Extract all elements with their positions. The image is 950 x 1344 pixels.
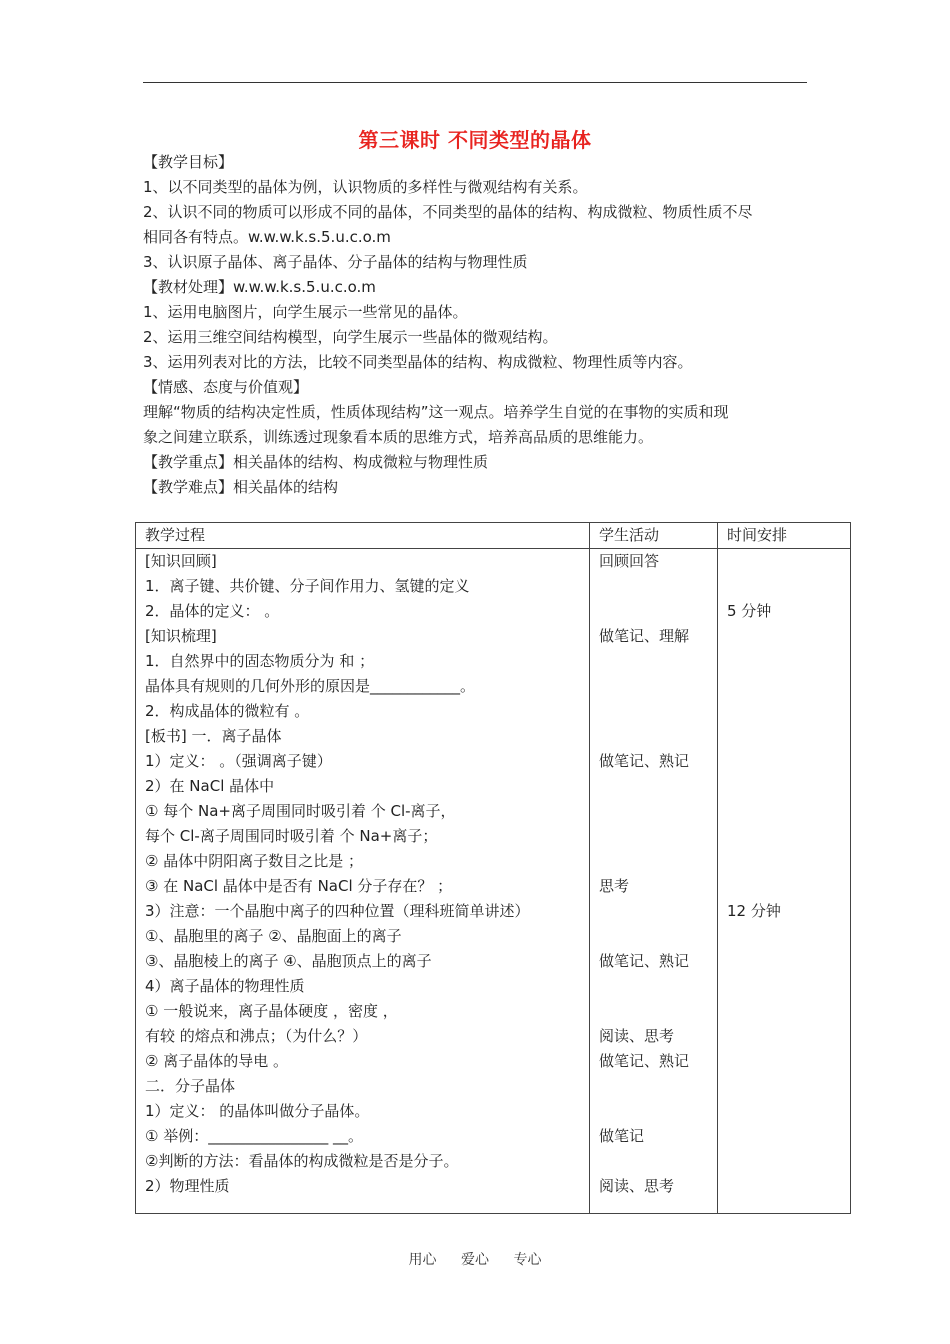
process-line: 3）注意：一个晶胞中离子的四种位置（理科班简单讲述） bbox=[145, 902, 530, 920]
time-line bbox=[727, 849, 850, 874]
time-line bbox=[727, 549, 850, 574]
teaching-process-table bbox=[135, 522, 851, 1214]
process-line: 4）离子晶体的物理性质 bbox=[145, 977, 305, 995]
intro-line: 1、运用电脑图片，向学生展示一些常见的晶体。 bbox=[143, 303, 468, 321]
header-process: 教学过程 bbox=[136, 523, 590, 549]
activity-line: 做笔记、熟记 bbox=[599, 952, 690, 970]
intro-line: 【教学目标】 bbox=[143, 153, 234, 171]
process-line: ②判断的方法：看晶体的构成微粒是否是分子。 bbox=[145, 1152, 459, 1170]
activity-line bbox=[599, 899, 717, 924]
activity-line bbox=[599, 974, 717, 999]
process-line: ① 每个 Na+离子周围同时吸引着 个 Cl-离子， bbox=[145, 802, 456, 820]
process-line: ③ 在 NaCl 晶体中是否有 NaCl 分子存在？ ； bbox=[145, 877, 453, 895]
activity-line: 思考 bbox=[599, 877, 630, 895]
time-line bbox=[727, 824, 850, 849]
intro-line: 【教学重点】相关晶体的结构、构成微粒与物理性质 bbox=[143, 453, 489, 471]
process-line: [板书] 一．离子晶体 bbox=[145, 727, 282, 745]
activity-line bbox=[599, 599, 717, 624]
process-line: ② 晶体中阴阳离子数目之比是 ； bbox=[145, 852, 363, 870]
activity-line bbox=[599, 674, 717, 699]
activity-line bbox=[599, 724, 717, 749]
activity-line bbox=[599, 799, 717, 824]
process-line: ① 一般说来，离子晶体硬度 ，密度 ， bbox=[145, 1002, 398, 1020]
time-column bbox=[718, 549, 851, 1214]
page-title: 第三课时 不同类型的晶体 bbox=[358, 128, 592, 152]
activity-line bbox=[599, 1149, 717, 1174]
process-line: 1．离子键、共价键、分子间作用力、氢键的定义 bbox=[145, 577, 470, 595]
process-line: ② 离子晶体的导电 。 bbox=[145, 1052, 288, 1070]
header-time: 时间安排 bbox=[718, 523, 851, 549]
process-column bbox=[136, 549, 590, 1214]
process-line: [知识梳理] bbox=[145, 627, 217, 645]
process-line: 2）在 NaCl 晶体中 bbox=[145, 777, 275, 795]
activity-line bbox=[599, 699, 717, 724]
intro-line: 理解“物质的结构决定性质，性质体现结构”这一观点。培养学生自觉的在事物的实质和现 bbox=[143, 403, 729, 421]
process-line: ① 举例：________________ __。 bbox=[145, 1127, 363, 1145]
time-line bbox=[727, 724, 850, 749]
activity-line bbox=[599, 574, 717, 599]
table-body-row bbox=[136, 549, 851, 1214]
time-line bbox=[727, 874, 850, 899]
activity-line bbox=[599, 774, 717, 799]
activity-column bbox=[590, 549, 718, 1214]
intro-line: 1、以不同类型的晶体为例，认识物质的多样性与微观结构有关系。 bbox=[143, 178, 588, 196]
time-line bbox=[727, 574, 850, 599]
intro-line: 3、运用列表对比的方法，比较不同类型晶体的结构、构成微粒、物理性质等内容。 bbox=[143, 353, 693, 371]
activity-line: 回顾回答 bbox=[599, 552, 660, 570]
footer-motto: 用心 爱心 专心 bbox=[408, 1252, 542, 1268]
time-line bbox=[727, 674, 850, 699]
activity-line: 做笔记、熟记 bbox=[599, 1052, 690, 1070]
process-line: 2．晶体的定义： 。 bbox=[145, 602, 280, 620]
activity-line: 阅读、思考 bbox=[599, 1027, 675, 1045]
header-activity: 学生活动 bbox=[590, 523, 718, 549]
time-line bbox=[727, 699, 850, 724]
process-line: 2．构成晶体的微粒有 。 bbox=[145, 702, 310, 720]
time-line: 12 分钟 bbox=[727, 902, 781, 920]
table-header-row bbox=[136, 523, 851, 549]
time-line bbox=[727, 649, 850, 674]
time-line bbox=[727, 799, 850, 824]
time-line bbox=[727, 749, 850, 774]
intro-line: 2、认识不同的物质可以形成不同的晶体，不同类型的晶体的结构、构成微粒、物质性质不尽 bbox=[143, 203, 753, 221]
activity-line bbox=[599, 849, 717, 874]
time-line bbox=[727, 624, 850, 649]
process-line: ①、晶胞里的离子 ②、晶胞面上的离子 bbox=[145, 927, 402, 945]
process-line: 晶体具有规则的几何外形的原因是____________。 bbox=[145, 677, 476, 695]
activity-line bbox=[599, 1099, 717, 1124]
intro-line: 象之间建立联系，训练透过现象看本质的思维方式，培养高品质的思维能力。 bbox=[143, 428, 654, 446]
intro-line: 相同各有特点。w.w.w.k.s.5.u.c.o.m bbox=[143, 228, 391, 246]
activity-line bbox=[599, 649, 717, 674]
process-line: 1．自然界中的固态物质分为 和 ； bbox=[145, 652, 375, 670]
process-line: 二．分子晶体 bbox=[145, 1077, 236, 1095]
process-line: 1）定义： 的晶体叫做分子晶体。 bbox=[145, 1102, 370, 1120]
activity-line: 做笔记 bbox=[599, 1127, 645, 1145]
intro-line: 2、运用三维空间结构模型，向学生展示一些晶体的微观结构。 bbox=[143, 328, 558, 346]
activity-line: 阅读、思考 bbox=[599, 1177, 675, 1195]
process-line: 1）定义： 。（强调离子键） bbox=[145, 752, 332, 770]
process-line: 2）物理性质 bbox=[145, 1177, 230, 1195]
intro-line: 【情感、态度与价值观】 bbox=[143, 378, 309, 396]
intro-line: 【教材处理】w.w.w.k.s.5.u.c.o.m bbox=[143, 278, 376, 296]
process-line: [知识回顾] bbox=[145, 552, 217, 570]
lesson-intro bbox=[143, 150, 811, 500]
activity-line bbox=[599, 924, 717, 949]
activity-line: 做笔记、熟记 bbox=[599, 752, 690, 770]
process-line: 每个 Cl-离子周围同时吸引着 个 Na+离子； bbox=[145, 827, 438, 845]
header-rule bbox=[143, 82, 807, 83]
activity-line: 做笔记、理解 bbox=[599, 627, 690, 645]
intro-line: 【教学难点】相关晶体的结构 bbox=[143, 478, 339, 496]
time-line: 5 分钟 bbox=[727, 602, 772, 620]
process-line: 有较 的熔点和沸点；（为什么？） bbox=[145, 1027, 368, 1045]
process-line: ③、晶胞棱上的离子 ④、晶胞顶点上的离子 bbox=[145, 952, 432, 970]
activity-line bbox=[599, 1074, 717, 1099]
activity-line bbox=[599, 999, 717, 1024]
intro-line: 3、认识原子晶体、离子晶体、分子晶体的结构与物理性质 bbox=[143, 253, 528, 271]
activity-line bbox=[599, 824, 717, 849]
time-line bbox=[727, 774, 850, 799]
